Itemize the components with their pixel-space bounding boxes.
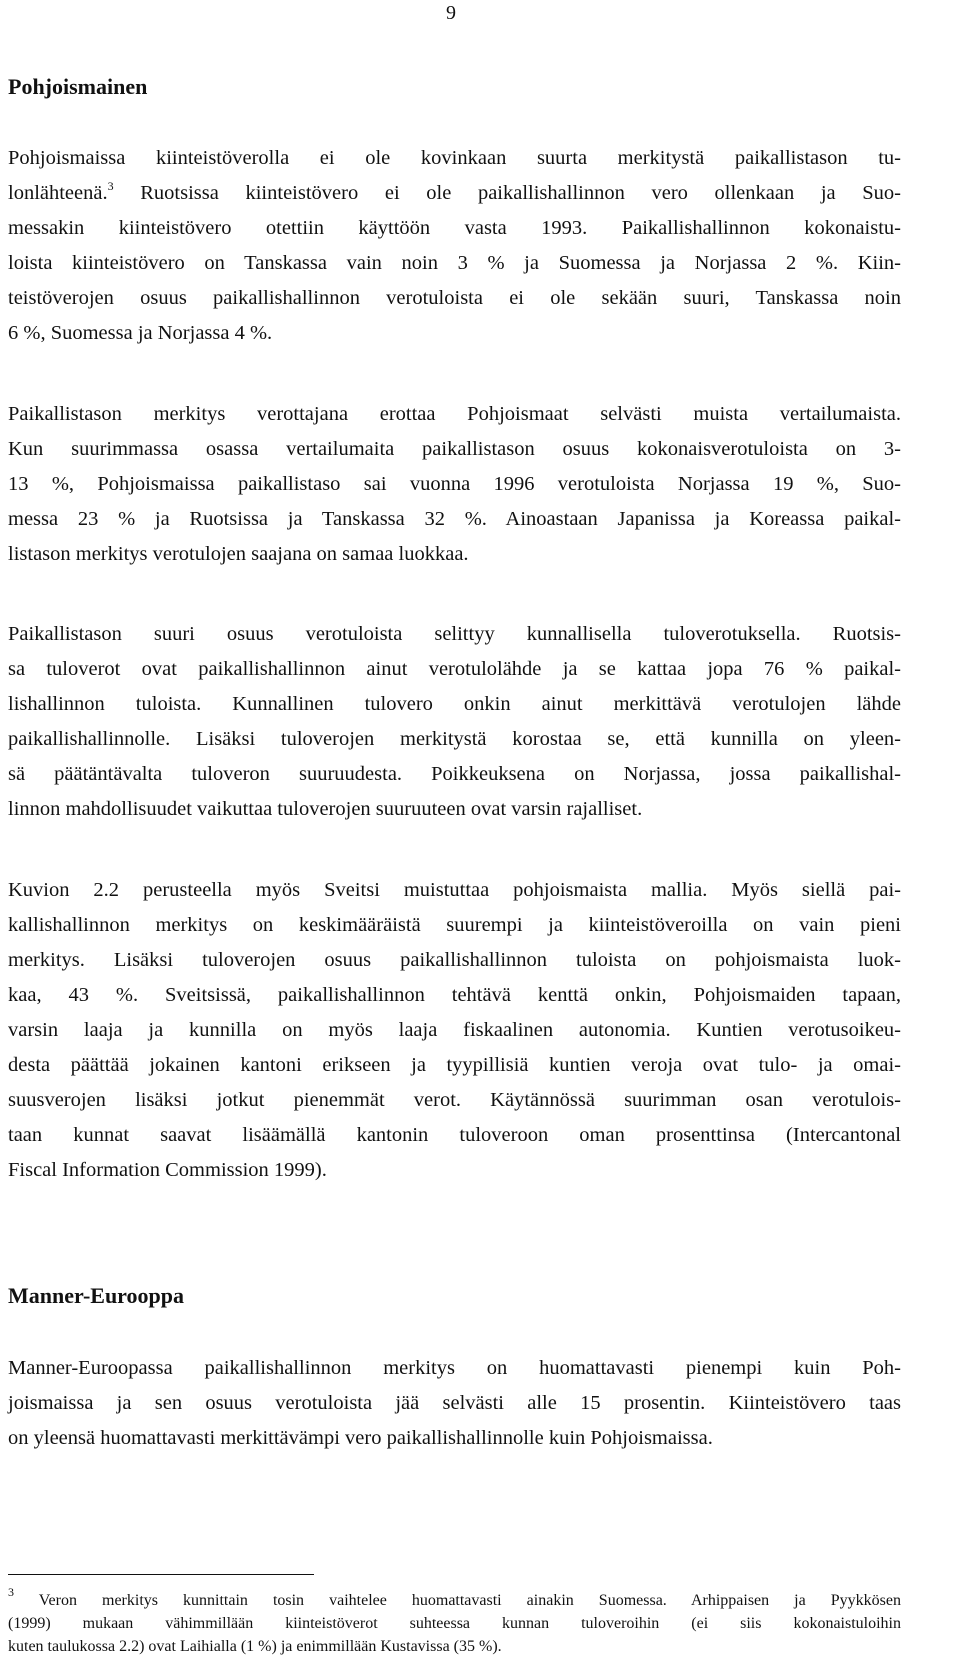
text-line: taan kunnat saavat lisäämällä kantonin tuloveroon oman prosenttinsa (Intercantonal [8, 1124, 901, 1146]
section-heading-pohjoismainen: Pohjoismainen [8, 74, 148, 99]
text-line: kallishallinnon merkitys on keskimääräistä suurempi ja kiinteistöveroilla on vain pieni [8, 914, 901, 936]
text-line: 6 %, Suomessa ja Norjassa 4 %. [8, 322, 273, 344]
text-line: Kuvion 2.2 perusteella myös Sveitsi muistuttaa pohjoismaista mallia. Myös siellä pai- [8, 879, 901, 901]
paragraph [8, 397, 901, 572]
text-line: suusverojen lisäksi jotkut pienemmät verot. Käytännössä suurimman osan verotulois- [8, 1089, 901, 1111]
text-line: desta päättää jokainen kantoni erikseen ja tyypillisiä kuntien veroja ovat tulo- ja omai- [8, 1054, 901, 1076]
text-line: Manner-Euroopassa paikallishallinnon merkitys on huomattavasti pienempi kuin Poh- [8, 1357, 901, 1379]
footnote-ref: 3 [107, 179, 114, 193]
text-line: joismaissa ja sen osuus verotuloista jää selvästi alle 15 prosentin. Kiinteistövero taas [8, 1392, 901, 1414]
text-line: linnon mahdollisuudet vaikuttaa tuloverojen suuruuteen ovat varsin rajalliset. [8, 798, 643, 820]
text-line: 13 %, Pohjoismaissa paikallistaso sai vuonna 1996 verotuloista Norjassa 19 %, Suo- [8, 473, 901, 495]
text-fragment: lonlähteenä. [8, 182, 108, 204]
footnote-line [8, 1585, 901, 1612]
text-line: paikallishallinnolle. Lisäksi tuloverojen merkitystä korostaa se, että kunnilla on yleen- [8, 728, 901, 750]
text-line: listason merkitys verotulojen saajana on samaa luokkaa. [8, 543, 469, 565]
text-line: messa 23 % ja Ruotsissa ja Tanskassa 32 %. Ainoastaan Japanissa ja Koreassa paikal- [8, 508, 901, 530]
text-line: sä päätäntävalta tuloveron suuruudesta. Poikkeuksena on Norjassa, jossa paikallishal- [8, 763, 901, 785]
text-line [8, 176, 901, 211]
text-line: sa tuloverot ovat paikallishallinnon ainut verotulolähde ja se kattaa jopa 76 % paikal- [8, 658, 901, 680]
footnote [8, 1585, 901, 1658]
text-line: Paikallistason suuri osuus verotuloista selittyy kunnallisella tuloverotuksella. Ruotsis- [8, 623, 901, 645]
text-line: Pohjoismaissa kiinteistöverolla ei ole kovinkaan suurta merkitystä paikallistason tu- [8, 147, 901, 169]
text-fragment: Ruotsissa kiinteistövero ei ole paikallishallinnon vero ollenkaan ja Suo- [140, 182, 901, 204]
text-fragment: Veron merkitys kunnittain tosin vaihtelee huomattavasti ainakin Suomessa. Arhippaisen ja Pyykkösen [38, 1592, 901, 1609]
text-line: varsin laaja ja kunnilla on myös laaja fiskaalinen autonomia. Kuntien verotusoikeu- [8, 1019, 901, 1041]
page-number: 9 [446, 2, 456, 24]
footnote-line: kuten taulukossa 2.2) ovat Laihialla (1 %) ja enimmillään Kustavissa (35 %). [8, 1638, 502, 1655]
footnote-number: 3 [8, 1585, 14, 1599]
footnote-line: (1999) mukaan vähimmillään kiinteistöverot suhteessa kunnan tuloveroihin (ei siis kokonaistuloihin [8, 1615, 901, 1632]
paragraph [8, 1351, 901, 1456]
text-line: Fiscal Information Commission 1999). [8, 1159, 327, 1181]
text-line: merkitys. Lisäksi tuloverojen osuus paikallishallinnon tuloista on pohjoismaista luok- [8, 949, 901, 971]
text-line: loista kiinteistövero on Tanskassa vain noin 3 % ja Suomessa ja Norjassa 2 %. Kiin- [8, 252, 901, 274]
text-line: messakin kiinteistövero otettiin käyttöön vasta 1993. Paikallishallinnon kokonaistu- [8, 217, 901, 239]
paragraph [8, 873, 901, 1188]
text-line: lishallinnon tuloista. Kunnallinen tulovero onkin ainut merkittävä verotulojen lähde [8, 693, 901, 715]
text-line: on yleensä huomattavasti merkittävämpi vero paikallishallinnolle kuin Pohjoismaissa. [8, 1427, 713, 1449]
paragraph [8, 141, 901, 351]
text-line: Paikallistason merkitys verottajana erottaa Pohjoismaat selvästi muista vertailumaista. [8, 403, 901, 425]
text-line: kaa, 43 %. Sveitsissä, paikallishallinnon tehtävä kenttä onkin, Pohjoismaiden tapaan, [8, 984, 901, 1006]
footnote-divider [8, 1574, 314, 1575]
text-line: Kun suurimmassa osassa vertailumaita paikallistason osuus kokonaisverotuloista on 3- [8, 438, 901, 460]
text-line: teistöverojen osuus paikallishallinnon verotuloista ei ole sekään suuri, Tanskassa noin [8, 287, 901, 309]
paragraph [8, 617, 901, 827]
section-heading-manner-eurooppa: Manner-Eurooppa [8, 1283, 185, 1308]
